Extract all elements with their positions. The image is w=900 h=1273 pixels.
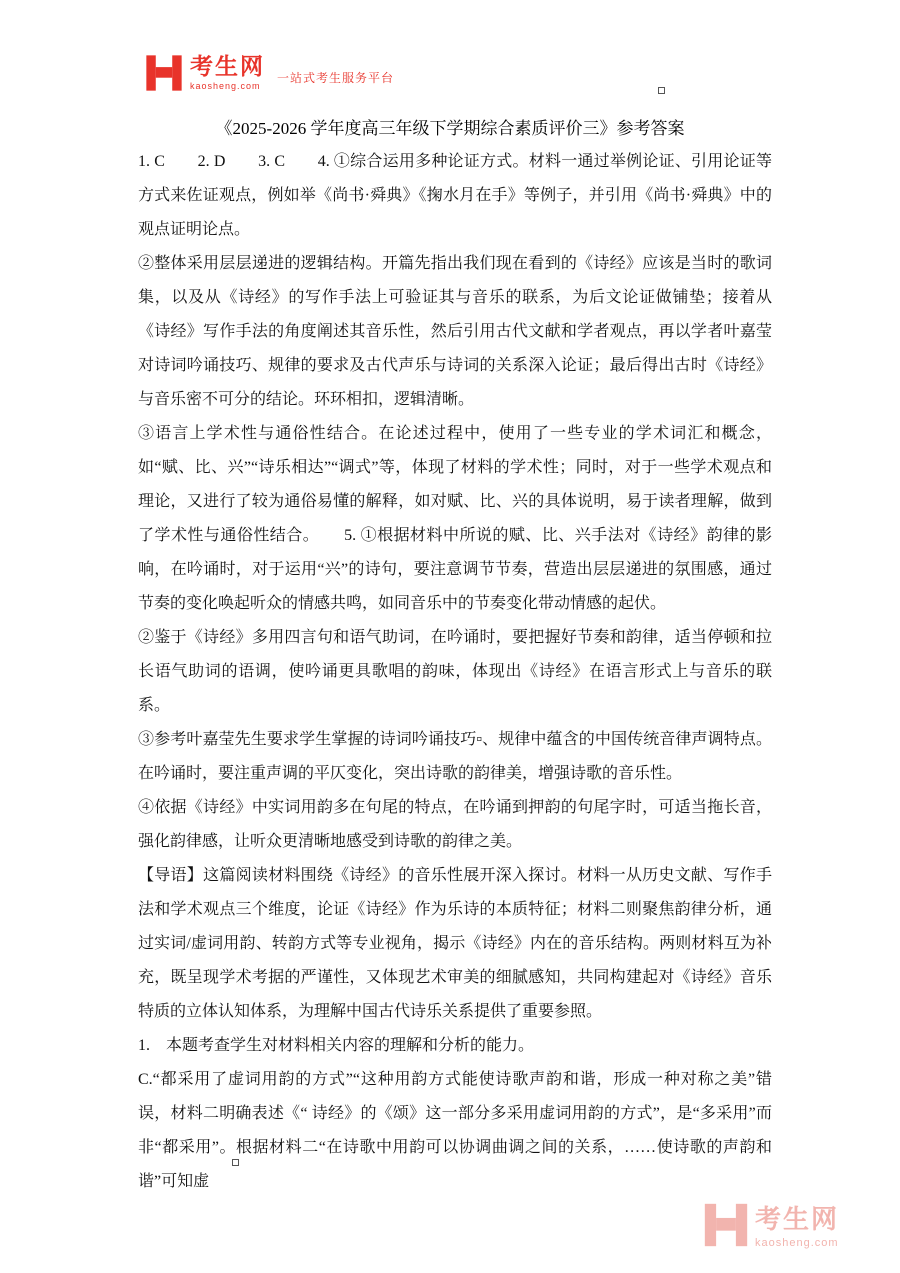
paragraph: C.“都采用了虚词用韵的方式”“这种用韵方式能使诗歌声韵和谐，形成一种对称之美”错误，材料二明确表述《“ 诗经》的《颂》这一部分多采用虚词用韵的方式”，是“多采用”而非“都采用”。根据材料二“在诗歌中用韵可以协调曲调之间的关系，……使诗歌的声韵和谐”可知虚 [138, 1071, 772, 1190]
document-title: 《2025-2026 学年度高三年级下学期综合素质评价三》参考答案 [215, 119, 685, 138]
brand-tagline: 一站式考生服务平台 [277, 71, 395, 85]
brand-text-block [190, 53, 265, 91]
paragraph: 【导语】这篇阅读材料围绕《诗经》的音乐性展开深入探讨。材料一从历史文献、写作手法和学术观点三个维度，论证《诗经》作为乐诗的本质特征；材料二则聚焦韵律分析，通过实词/虚词用韵、转韵方式等专业视角，揭示《诗经》内在的音乐结构。两则材料互为补充，既呈现学术考据的严谨性，又体现艺术审美的细腻感知，共同构建起对《诗经》音乐特质的立体认知体系，为理解中国古代诗乐关系提供了重要参照。 [138, 867, 772, 1020]
watermark-text-block [755, 1205, 839, 1249]
kaosheng-logo-icon [145, 53, 183, 93]
paragraph: ③参考叶嘉莹先生要求学生掌握的诗词吟诵技巧▫、规律中蕴含的中国传统音律声调特点。在吟诵时，要注重声调的平仄变化，突出诗歌的韵律美，增强诗歌的音乐性。 [138, 731, 772, 782]
brand-domain: kaosheng.com [190, 81, 261, 92]
watermark-brand-name: 考生网 [755, 1204, 840, 1234]
document-body [138, 145, 772, 1199]
brand-name: 考生网 [190, 53, 265, 79]
placeholder-glyph-box [658, 87, 665, 94]
kaosheng-watermark [704, 1201, 839, 1249]
placeholder-glyph-box [232, 1159, 239, 1166]
kaosheng-watermark-icon [704, 1201, 748, 1249]
paragraph: ③语言上学术性与通俗性结合。在论述过程中，使用了一些专业的学术词汇和概念，如“赋、比、兴”“诗乐相达”“调式”等，体现了材料的学术性；同时，对于一些学术观点和理论，又进行了较为通俗易懂的解释，如对赋、比、兴的具体说明，易于读者理解，做到了学术性与通俗性结合。 5. ①根据材料中所说的赋、比、兴手法对《诗经》韵律的影响，在吟诵时，对于运用“兴”的诗句，要注意调节节奏，营造出层层递进的氛围感，通过节奏的变化唤起听众的情感共鸣，如同音乐中的节奏变化带动情感的起伏。 [138, 425, 772, 612]
paragraph: ④依据《诗经》中实词用韵多在句尾的特点，在吟诵到押韵的句尾字时，可适当拖长音，强化韵律感，让听众更清晰地感受到诗歌的韵律之美。 [138, 799, 772, 850]
paragraph: 1. C 2. D 3. C 4. ①综合运用多种论证方式。材料一通过举例论证、引用论证等方式来佐证观点，例如举《尚书·舜典》《掬水月在手》等例子，并引用《尚书·舜典》中的观点证明论点。 [138, 153, 772, 238]
paragraph: ②鉴于《诗经》多用四言句和语气助词，在吟诵时，要把握好节奏和韵律，适当停顿和拉长语气助词的语调，使吟诵更具歌唱的韵味，体现出《诗经》在语言形式上与音乐的联系。 [138, 629, 772, 714]
watermark-brand-domain: kaosheng.com [755, 1236, 839, 1249]
paragraph: 1. 本题考查学生对材料相关内容的理解和分析的能力。 [138, 1037, 535, 1054]
paragraph: ②整体采用层层递进的逻辑结构。开篇先指出我们现在看到的《诗经》应该是当时的歌词集，以及从《诗经》的写作手法上可验证其与音乐的联系，为后文论证做铺垫；接着从《诗经》写作手法的角度阐述其音乐性，然后引用古代文献和学者观点，再以学者叶嘉莹对诗词吟诵技巧、规律的要求及古代声乐与诗词的关系深入论证；最后得出古时《诗经》与音乐密不可分的结论。环环相扣，逻辑清晰。 [138, 255, 772, 408]
kaosheng-logo [145, 53, 394, 93]
